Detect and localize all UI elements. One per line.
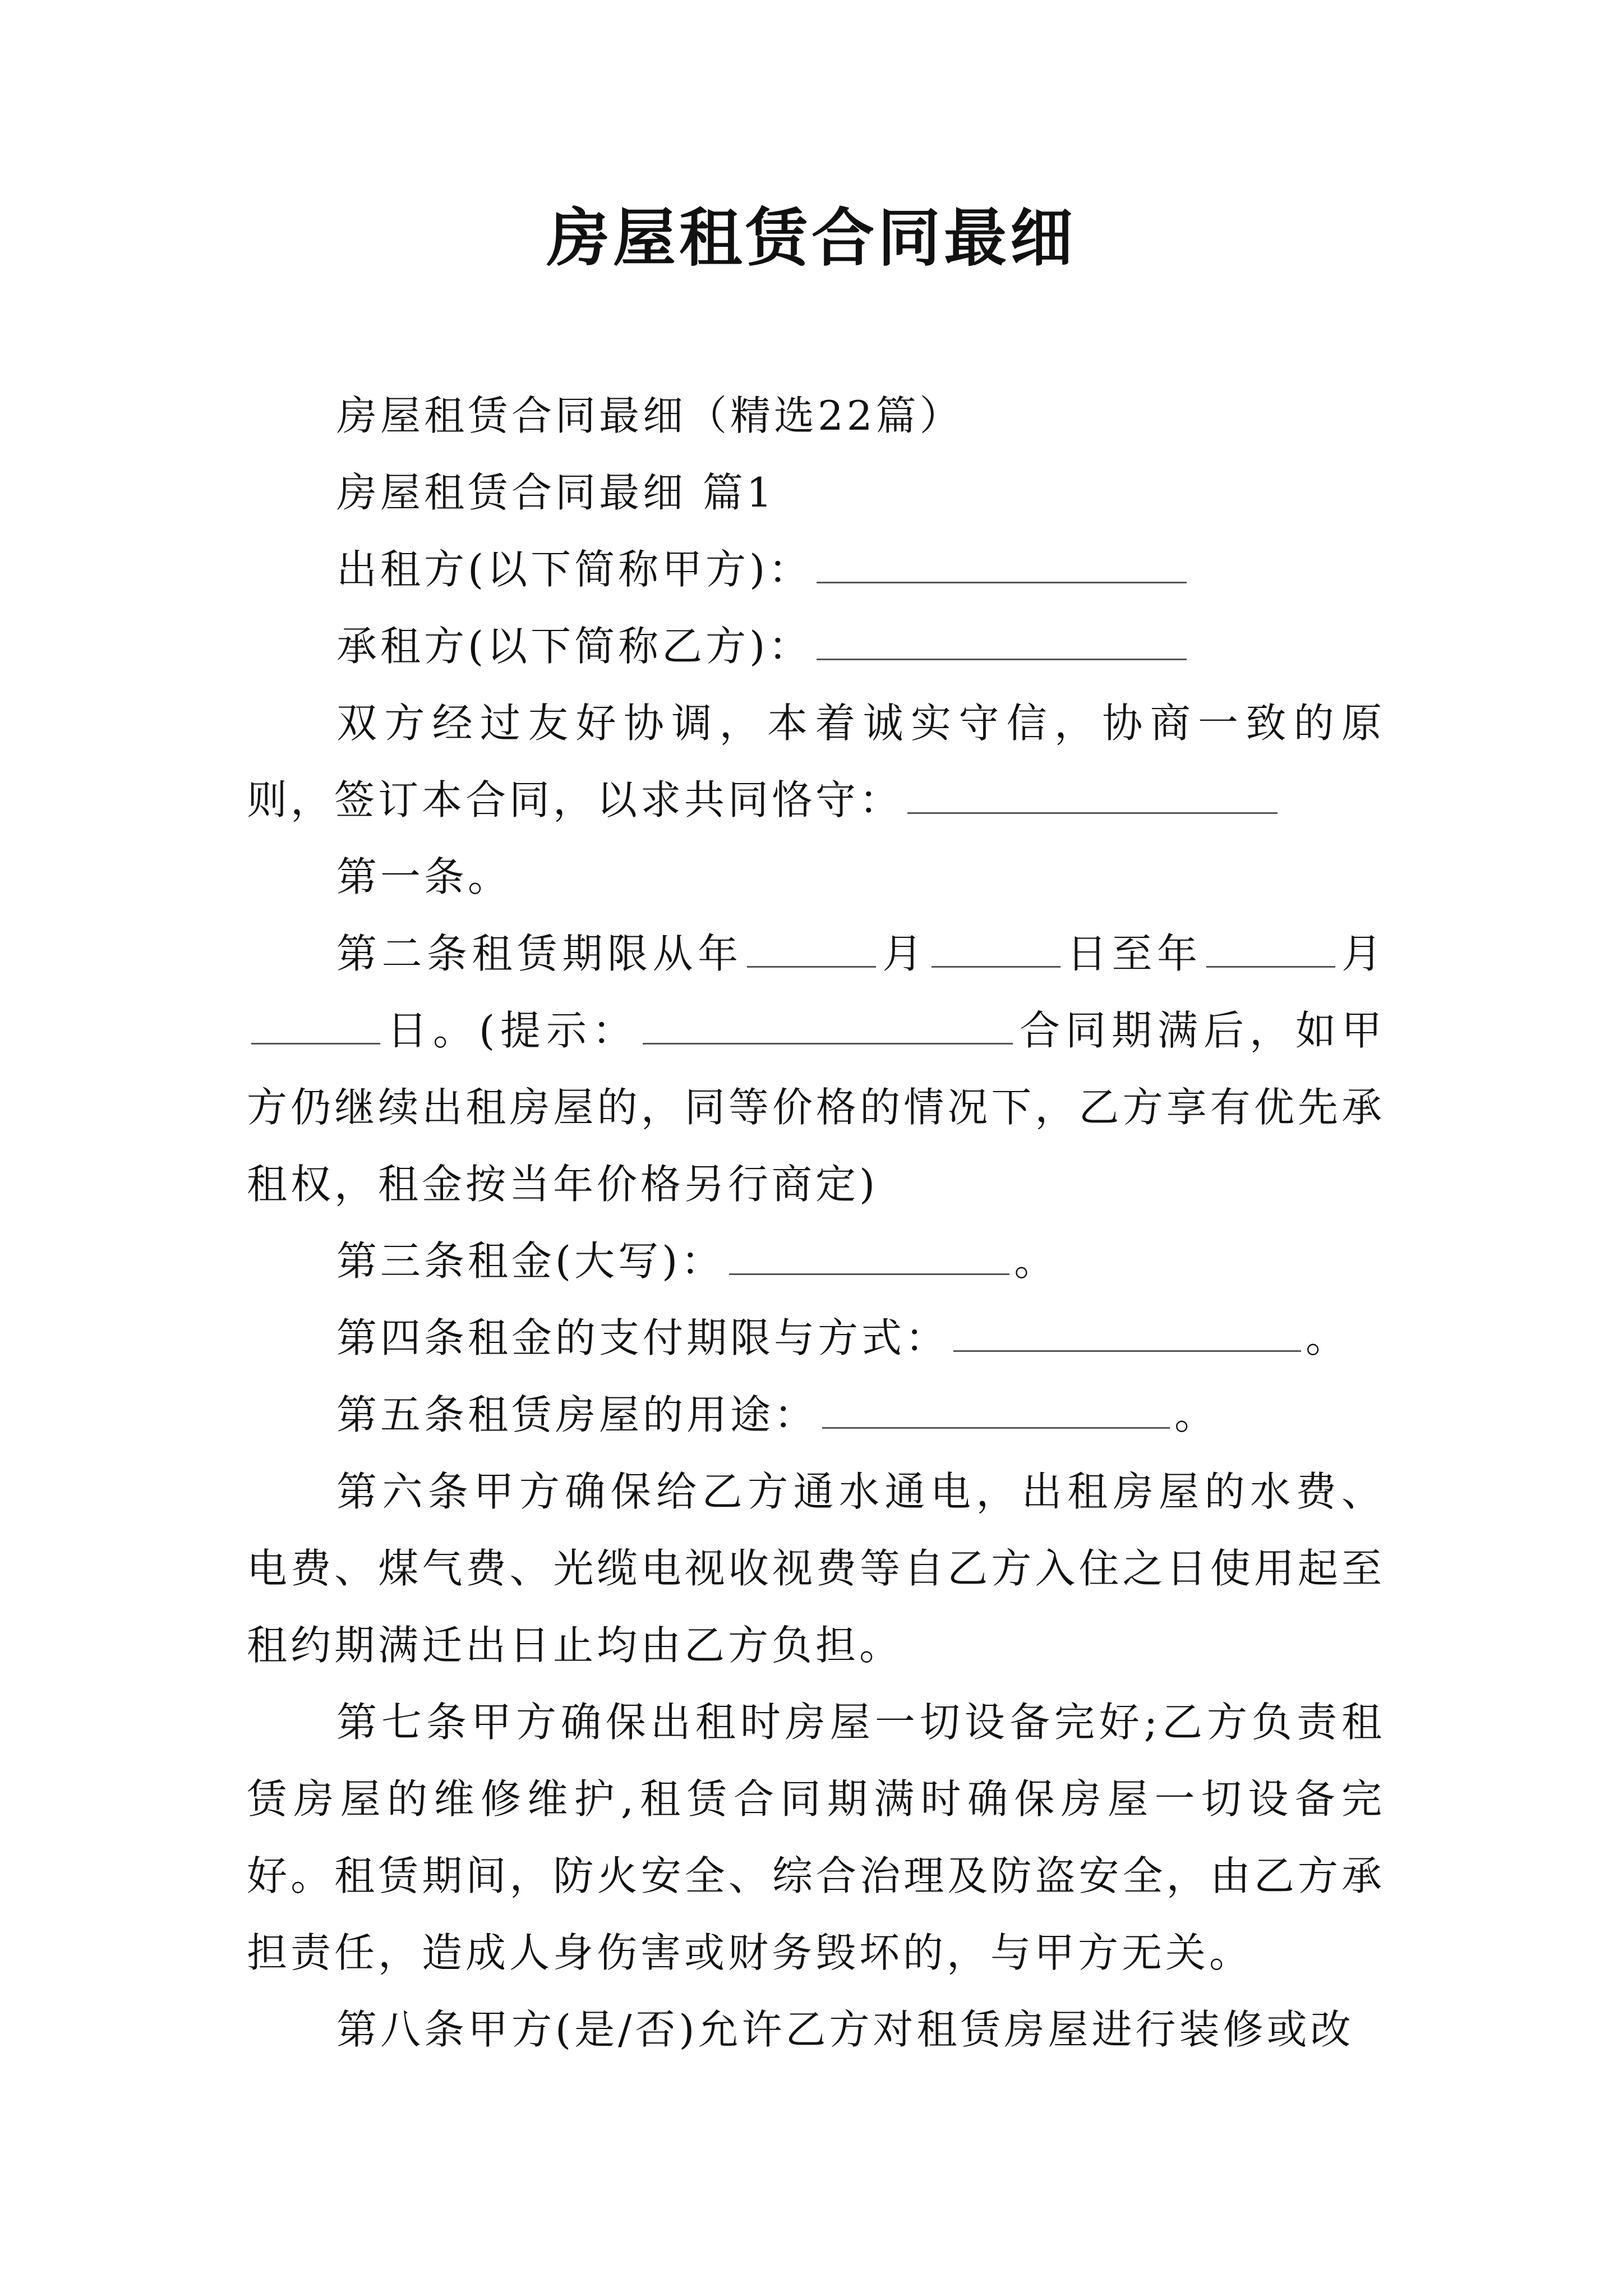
article-5-period: 。 [1174, 1391, 1219, 1438]
rent-amount-blank [729, 1230, 1009, 1275]
article-2-rest: 合同期满后，如甲方仍继续出租房屋的，同等价格的情况下，乙方享有优先承租权，租金按当年价格另行商定) [247, 1007, 1385, 1208]
article-2 [247, 915, 1385, 1223]
article-5 [247, 1377, 1385, 1453]
lessee-blank [817, 615, 1187, 660]
article-3-label: 第三条租金(大写)： [336, 1237, 725, 1285]
year-blank-1 [747, 922, 876, 968]
article-3-period: 。 [1014, 1237, 1058, 1285]
article-2-day-2: 日。(提示： [385, 1007, 639, 1054]
usage-blank [822, 1383, 1170, 1429]
lessee-line [247, 608, 1385, 685]
article-4 [247, 1300, 1385, 1377]
month-blank-2 [251, 999, 380, 1045]
article-2-month-1: 月 [880, 930, 928, 977]
article-7: 第七条甲方确保出租时房屋一切设备完好;乙方负责租赁房屋的维修维护,租赁合同期满时确保房屋一切设备完好。租赁期间，防火安全、综合治理及防盗安全，由乙方承担责任，造成人身伤害或财务毁坏的，与甲方无关。 [247, 1699, 1385, 1976]
payment-terms-blank [953, 1306, 1301, 1352]
article-2-start: 第二条租赁期限从年 [336, 930, 743, 977]
lessor-blank [817, 538, 1187, 583]
intro-paragraph [247, 685, 1385, 839]
month-blank-1 [932, 922, 1061, 968]
lessor-label: 出租方(以下简称甲方)： [336, 546, 813, 593]
document-body [247, 378, 1385, 2068]
article-5-label: 第五条租赁房屋的用途： [336, 1391, 818, 1438]
article-2-month-2: 月 [1340, 930, 1385, 977]
article-8: 第八条甲方(是/否)允许乙方对租赁房屋进行装修或改 [336, 2006, 1354, 2053]
subtitle-line: 房屋租赁合同最细（精选22篇） [336, 392, 963, 439]
intro-blank [907, 769, 1278, 814]
article-4-label: 第四条租金的支付期限与方式： [336, 1314, 949, 1361]
article-2-day-1: 日至年 [1065, 930, 1202, 977]
hint-blank [643, 999, 1013, 1045]
lessee-label: 承租方(以下简称乙方)： [336, 623, 813, 670]
intro-text: 双方经过友好协调，本着诚实守信，协商一致的原则，签订本合同，以求共同恪守： [247, 700, 1385, 823]
article-4-period: 。 [1306, 1314, 1350, 1361]
lessor-line [247, 531, 1385, 608]
article-1: 第一条。 [336, 853, 512, 900]
document-title: 房屋租赁合同最细 [547, 201, 1076, 275]
year-blank-2 [1206, 922, 1335, 968]
article-6: 第六条甲方确保给乙方通水通电，出租房屋的水费、电费、煤气费、光缆电视收视费等自乙方入住之日使用起至租约期满迁出日止均由乙方负担。 [247, 1468, 1385, 1669]
article-3 [247, 1223, 1385, 1300]
section-heading: 房屋租赁合同最细 篇1 [336, 469, 776, 516]
